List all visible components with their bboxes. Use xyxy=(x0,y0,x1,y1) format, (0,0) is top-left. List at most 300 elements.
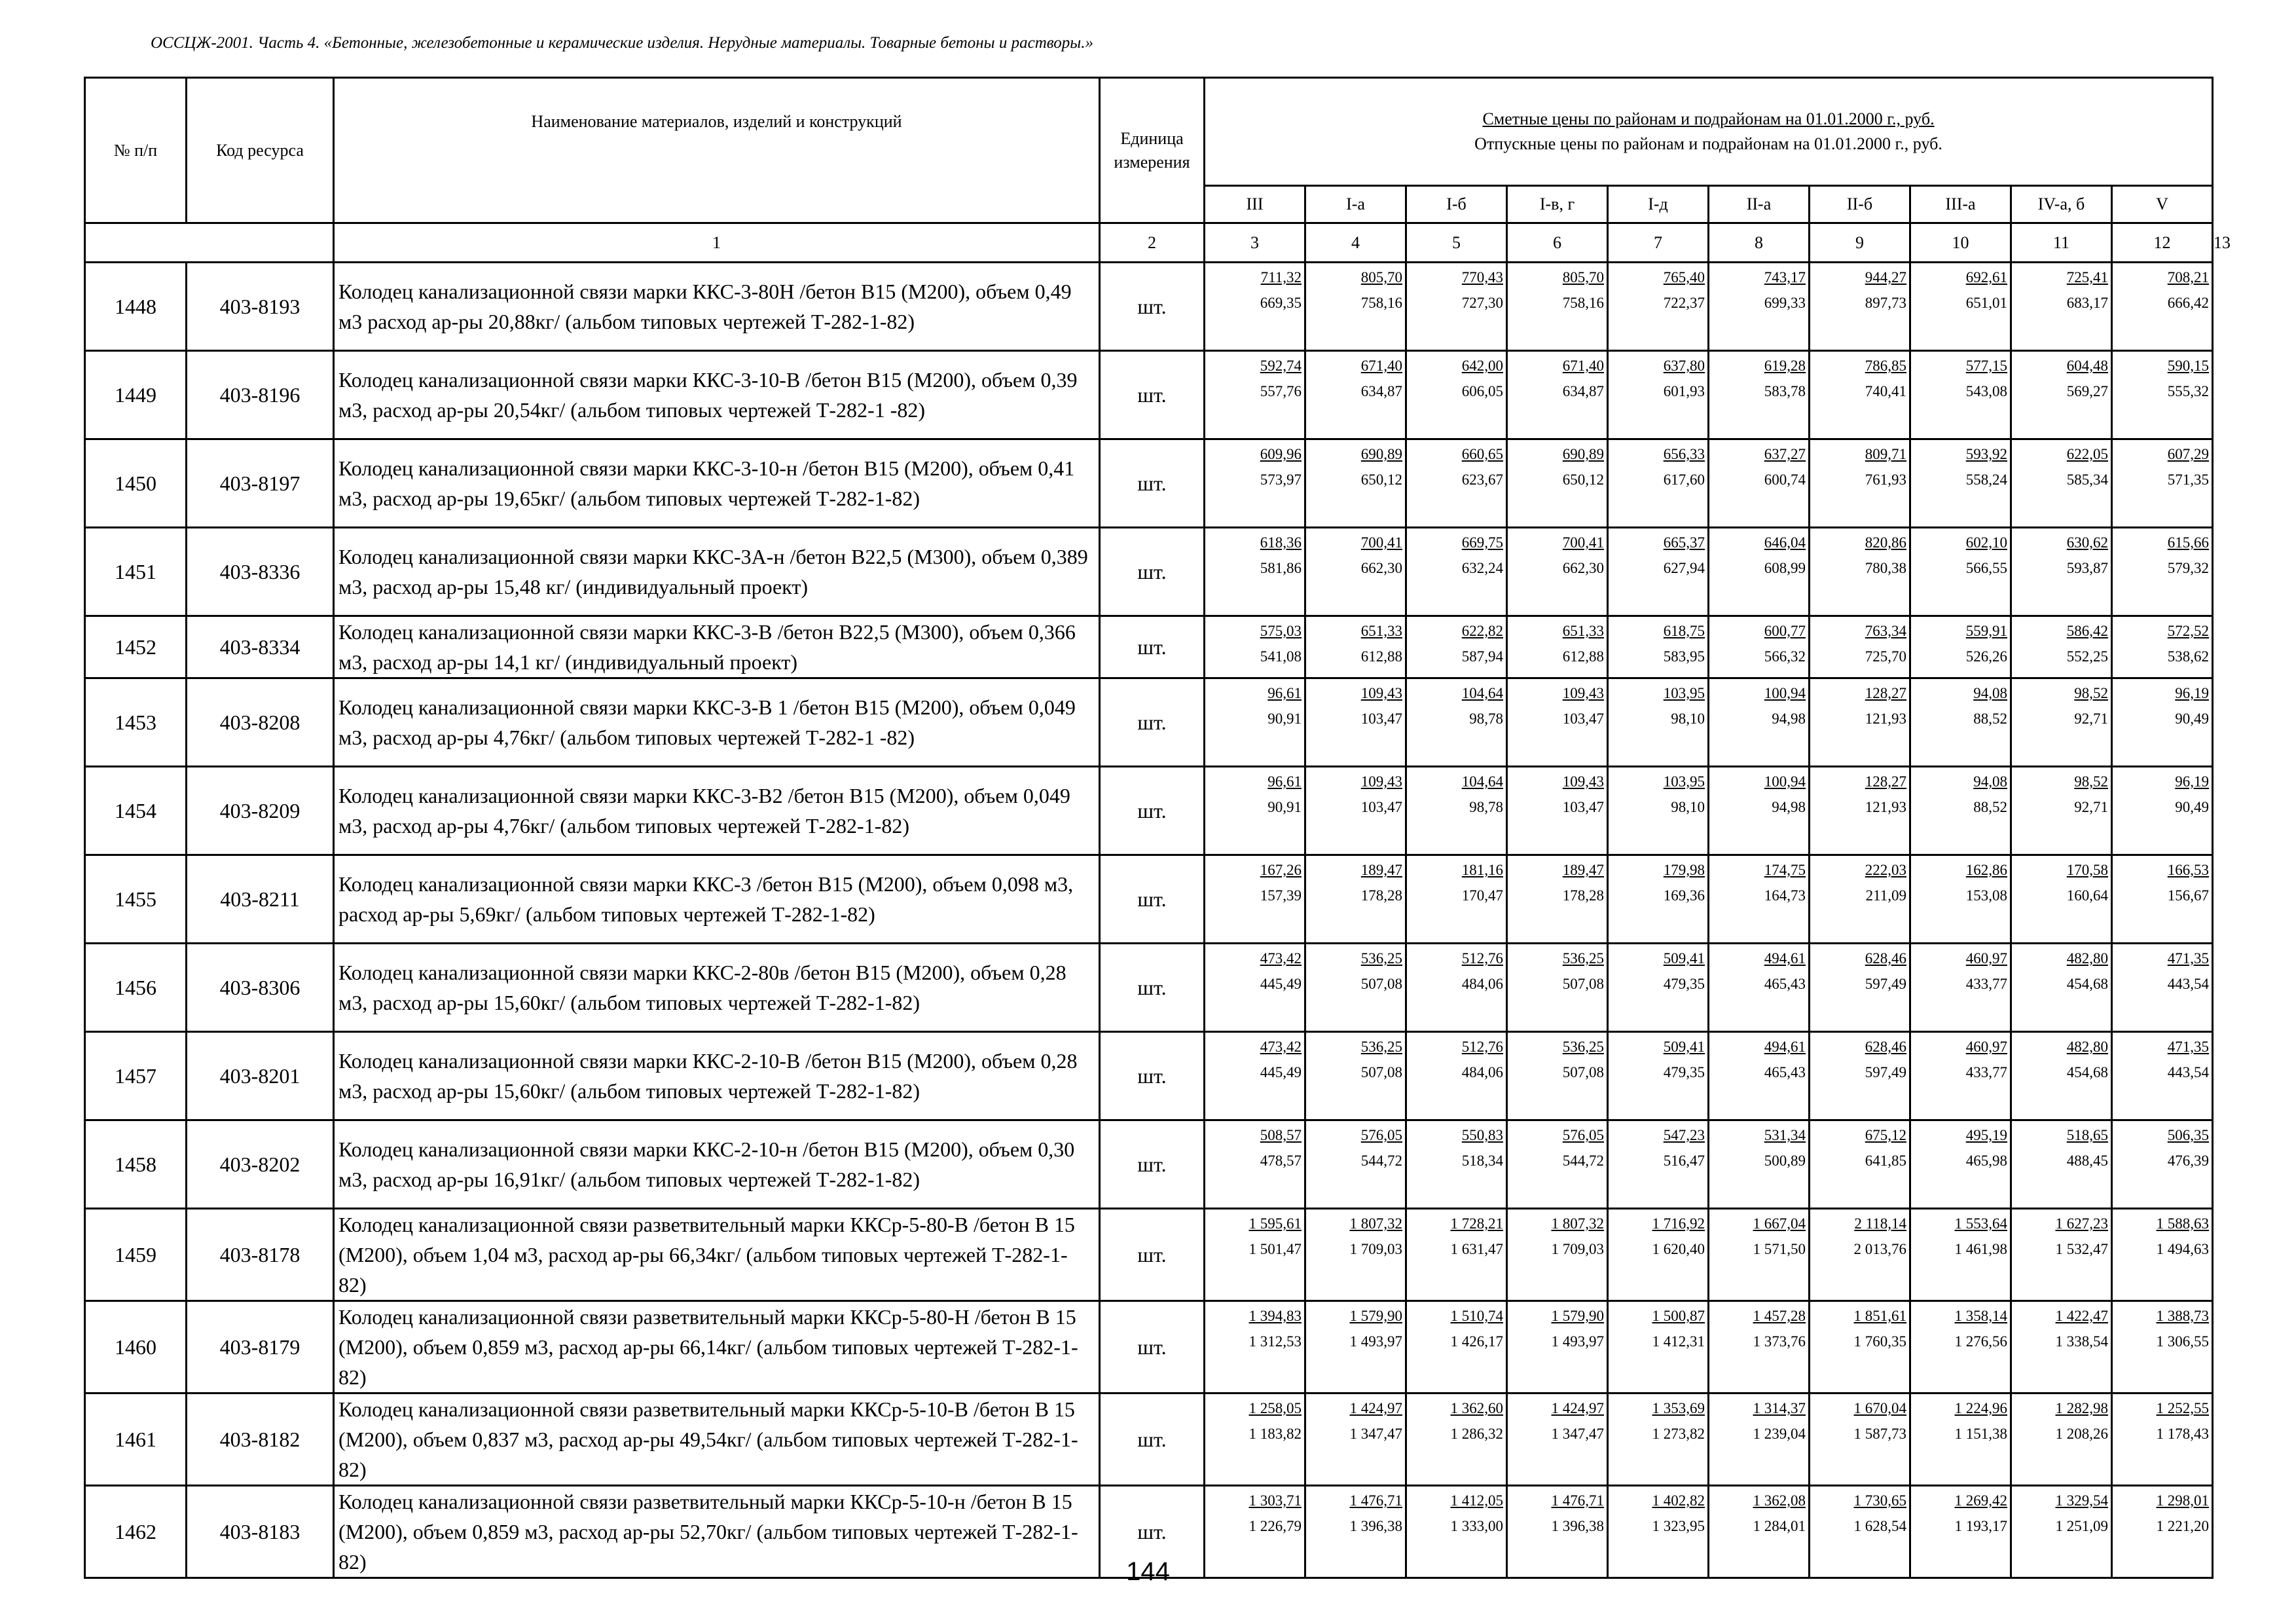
price-values xyxy=(2168,530,2209,581)
estimate-price: 1 579,90 xyxy=(1349,1308,1402,1324)
release-price: 1 501,47 xyxy=(1248,1241,1302,1257)
table-row xyxy=(85,616,2213,678)
price-values xyxy=(2157,1303,2210,1354)
table-row xyxy=(85,1209,2213,1301)
estimate-price: 809,71 xyxy=(1865,446,1906,462)
release-price: 90,91 xyxy=(1267,710,1302,727)
row-number: 1452 xyxy=(85,616,187,678)
estimate-price: 222,03 xyxy=(1865,862,1906,878)
price-cell xyxy=(1810,263,1910,351)
release-price: 722,37 xyxy=(1663,295,1705,311)
estimate-price: 700,41 xyxy=(1360,534,1402,551)
estimate-price: 512,76 xyxy=(1461,1039,1503,1055)
estimate-price: 602,10 xyxy=(1965,534,2007,551)
price-values xyxy=(1753,1395,1806,1447)
release-price: 88,52 xyxy=(1973,799,2007,815)
estimate-price: 805,70 xyxy=(1360,269,1402,286)
price-cell xyxy=(2011,616,2112,678)
release-price: 454,68 xyxy=(2066,976,2108,992)
price-values xyxy=(2168,946,2209,997)
release-price: 650,12 xyxy=(1562,471,1604,488)
release-price: 1 306,55 xyxy=(2156,1333,2210,1350)
price-values xyxy=(1865,265,1906,316)
price-cell xyxy=(1608,263,1709,351)
estimate-price: 494,61 xyxy=(1764,1039,1806,1055)
release-price: 571,35 xyxy=(2167,471,2210,488)
price-cell xyxy=(1608,1301,1709,1393)
price-values xyxy=(1552,1303,1605,1354)
release-price: 583,95 xyxy=(1663,648,1705,665)
estimate-price: 109,43 xyxy=(1562,773,1604,790)
release-price: 465,43 xyxy=(1764,1064,1806,1080)
price-cell xyxy=(1507,767,1608,855)
price-cell xyxy=(1305,678,1406,767)
price-cell xyxy=(1305,1209,1406,1301)
price-values xyxy=(2056,1395,2109,1447)
price-values xyxy=(2157,1211,2210,1262)
release-price: 1 333,00 xyxy=(1450,1518,1503,1534)
release-price: 1 461,98 xyxy=(1954,1241,2007,1257)
release-price: 500,89 xyxy=(1764,1153,1806,1169)
column-number-row: 1 2 3 4 5 6 7 8 9 10 11 12 13 xyxy=(85,223,2213,263)
price-values xyxy=(1563,857,1604,908)
price-cell xyxy=(1810,678,1910,767)
column-number: 3 xyxy=(1205,223,1305,263)
estimate-price: 1 595,61 xyxy=(1248,1215,1302,1232)
price-values xyxy=(2168,1122,2209,1173)
price-values xyxy=(1462,353,1503,404)
estimate-price: 167,26 xyxy=(1260,862,1302,878)
region-header: II-а xyxy=(1709,186,1810,223)
release-price: 1 312,53 xyxy=(1248,1333,1302,1350)
release-price: 1 493,97 xyxy=(1551,1333,1604,1350)
price-values xyxy=(1865,946,1906,997)
estimate-price: 708,21 xyxy=(2167,269,2210,286)
price-cell xyxy=(1305,1032,1406,1120)
estimate-price: 637,80 xyxy=(1663,358,1705,374)
row-number: 1461 xyxy=(85,1393,187,1486)
estimate-price: 512,76 xyxy=(1461,950,1503,967)
estimate-price: 460,97 xyxy=(1965,1039,2007,1055)
price-values xyxy=(1764,857,1806,908)
release-price: 178,28 xyxy=(1562,887,1604,904)
row-number: 1459 xyxy=(85,1209,187,1301)
release-price: 1 208,26 xyxy=(2055,1426,2108,1442)
price-values xyxy=(2074,769,2108,820)
price-values xyxy=(2056,1303,2109,1354)
price-cell xyxy=(1709,1032,1810,1120)
estimate-price: 690,89 xyxy=(1562,446,1604,462)
price-cell xyxy=(1810,1032,1910,1120)
price-values xyxy=(2168,353,2209,404)
price-values xyxy=(1451,1395,1504,1447)
resource-code: 403-8202 xyxy=(187,1120,334,1209)
price-cell xyxy=(2011,1120,2112,1209)
price-values xyxy=(1260,530,1302,581)
estimate-price: 1 807,32 xyxy=(1349,1215,1402,1232)
estimate-price: 559,91 xyxy=(1965,623,2007,639)
estimate-price: 1 388,73 xyxy=(2156,1308,2210,1324)
price-values xyxy=(1652,1211,1705,1262)
release-price: 725,70 xyxy=(1865,648,1906,665)
price-cell xyxy=(1305,1393,1406,1486)
release-price: 612,88 xyxy=(1360,648,1402,665)
release-price: 1 493,97 xyxy=(1349,1333,1402,1350)
price-values xyxy=(1350,1395,1403,1447)
price-cell xyxy=(1709,678,1810,767)
price-values xyxy=(1753,1488,1806,1539)
estimate-price: 189,47 xyxy=(1360,862,1402,878)
price-cell xyxy=(1709,1393,1810,1486)
price-cell xyxy=(1810,1393,1910,1486)
release-price: 555,32 xyxy=(2167,383,2210,399)
estimate-price: 576,05 xyxy=(1360,1127,1402,1143)
resource-code: 403-8334 xyxy=(187,616,334,678)
release-price: 479,35 xyxy=(1663,1064,1705,1080)
price-values xyxy=(2175,680,2209,731)
estimate-price: 1 394,83 xyxy=(1248,1308,1302,1324)
release-price: 579,32 xyxy=(2167,560,2210,576)
item-name: Колодец канализационной связи марки ККС-3-10-В /бетон В15 (М200), объем 0,39 м3, расход ар-ры 20,54кг/ (альбом типовых чертежей Т-282-1 -82) xyxy=(334,351,1100,439)
release-price: 758,16 xyxy=(1360,295,1402,311)
price-cell xyxy=(1406,855,1507,944)
release-price: 433,77 xyxy=(1965,976,2007,992)
price-cell xyxy=(1406,1032,1507,1120)
estimate-price: 98,52 xyxy=(2074,685,2108,701)
price-cell xyxy=(1810,528,1910,616)
release-price: 1 628,54 xyxy=(1853,1518,1906,1534)
price-cell xyxy=(1910,678,2011,767)
row-number: 1450 xyxy=(85,439,187,528)
estimate-price: 651,33 xyxy=(1562,623,1604,639)
release-price: 585,34 xyxy=(2066,471,2108,488)
estimate-price: 1 353,69 xyxy=(1652,1400,1705,1416)
price-values xyxy=(1563,1034,1604,1085)
price-cell xyxy=(1305,263,1406,351)
estimate-price: 1 807,32 xyxy=(1551,1215,1604,1232)
estimate-price: 508,57 xyxy=(1260,1127,1302,1143)
column-number: 6 xyxy=(1507,223,1608,263)
estimate-price: 604,48 xyxy=(2066,358,2108,374)
estimate-price: 460,97 xyxy=(1965,950,2007,967)
table-row xyxy=(85,944,2213,1032)
price-values xyxy=(1361,680,1402,731)
estimate-price: 1 362,08 xyxy=(1753,1492,1806,1509)
release-price: 1 396,38 xyxy=(1551,1518,1604,1534)
price-values xyxy=(1955,1303,2008,1354)
price-values xyxy=(2175,769,2209,820)
price-cell xyxy=(2011,263,2112,351)
column-number: 10 xyxy=(1910,223,2011,263)
estimate-price: 162,86 xyxy=(1965,862,2007,878)
column-number: 11 xyxy=(2011,223,2112,263)
estimate-price: 1 424,97 xyxy=(1551,1400,1604,1416)
estimate-price: 593,92 xyxy=(1965,446,2007,462)
region-header: IV-а, б xyxy=(2011,186,2112,223)
price-cell xyxy=(1910,528,2011,616)
release-price: 761,93 xyxy=(1865,471,1906,488)
price-cell xyxy=(1507,1032,1608,1120)
release-price: 211,09 xyxy=(1865,887,1906,904)
release-price: 1 286,32 xyxy=(1450,1426,1503,1442)
price-cell xyxy=(1305,1301,1406,1393)
price-cell xyxy=(1406,1120,1507,1209)
resource-code: 403-8336 xyxy=(187,528,334,616)
price-values xyxy=(1462,680,1503,731)
estimate-price: 473,42 xyxy=(1260,950,1302,967)
price-cell xyxy=(1406,528,1507,616)
price-title-release: Отпускные цены по районам и подрайонам на 01.01.2000 г., руб. xyxy=(1474,134,1942,153)
estimate-price: 98,52 xyxy=(2074,773,2108,790)
estimate-price: 637,27 xyxy=(1764,446,1806,462)
price-cell xyxy=(1709,1301,1810,1393)
price-values xyxy=(1462,265,1503,316)
table-row xyxy=(85,351,2213,439)
price-cell xyxy=(1205,1301,1305,1393)
estimate-price: 1 728,21 xyxy=(1450,1215,1503,1232)
release-price: 98,78 xyxy=(1469,799,1503,815)
release-price: 478,57 xyxy=(1260,1153,1302,1169)
item-name: Колодец канализационной связи разветвительный марки ККСр-5-10-н /бетон В 15 (М200), объем 0,859 м3, расход ар-ры 52,70кг/ (альбом типовых чертежей Т-282-1-82) xyxy=(334,1486,1100,1578)
price-cell xyxy=(1810,855,1910,944)
release-price: 156,67 xyxy=(2167,887,2210,904)
item-name: Колодец канализационной связи марки ККС-3А-н /бетон В22,5 (М300), объем 0,389 м3, расход ар-ры 15,48 кг/ (индивидуальный проект) xyxy=(334,528,1100,616)
column-number: 12 xyxy=(2112,223,2213,263)
estimate-price: 711,32 xyxy=(1260,269,1302,286)
price-values xyxy=(1865,857,1906,908)
price-cell xyxy=(1608,616,1709,678)
price-values xyxy=(2157,1488,2210,1539)
release-price: 153,08 xyxy=(1965,887,2007,904)
estimate-price: 128,27 xyxy=(1865,685,1906,701)
price-cell xyxy=(1507,616,1608,678)
price-cell xyxy=(1406,263,1507,351)
column-number-blank xyxy=(85,223,334,263)
release-price: 651,01 xyxy=(1965,295,2007,311)
estimate-price: 1 252,55 xyxy=(2156,1400,2210,1416)
price-cell xyxy=(1406,1301,1507,1393)
price-values xyxy=(2168,618,2209,669)
release-price: 445,49 xyxy=(1260,1064,1302,1080)
price-cell xyxy=(2011,678,2112,767)
price-values xyxy=(1966,441,2007,492)
price-values xyxy=(1865,769,1906,820)
table-body xyxy=(85,263,2213,1578)
price-cell xyxy=(1910,855,2011,944)
price-values xyxy=(1563,1122,1604,1173)
price-cell xyxy=(1608,855,1709,944)
estimate-price: 665,37 xyxy=(1663,534,1705,551)
price-cell xyxy=(1709,263,1810,351)
row-number: 1455 xyxy=(85,855,187,944)
release-price: 98,78 xyxy=(1469,710,1503,727)
price-values xyxy=(1973,769,2007,820)
unit: шт. xyxy=(1100,1393,1205,1486)
column-number: 5 xyxy=(1406,223,1507,263)
price-values xyxy=(1350,1488,1403,1539)
table-row xyxy=(85,1393,2213,1486)
release-price: 507,08 xyxy=(1562,976,1604,992)
price-cell xyxy=(1507,855,1608,944)
estimate-price: 618,75 xyxy=(1663,623,1705,639)
price-values xyxy=(1764,441,1806,492)
estimate-price: 104,64 xyxy=(1461,773,1503,790)
table-row xyxy=(85,439,2213,528)
price-values xyxy=(1462,946,1503,997)
release-price: 606,05 xyxy=(1461,383,1503,399)
estimate-price: 651,33 xyxy=(1360,623,1402,639)
release-price: 1 620,40 xyxy=(1652,1241,1705,1257)
release-price: 1 183,82 xyxy=(1248,1426,1302,1442)
release-price: 518,34 xyxy=(1461,1153,1503,1169)
release-price: 465,43 xyxy=(1764,976,1806,992)
price-values xyxy=(2056,1488,2109,1539)
row-number: 1449 xyxy=(85,351,187,439)
release-price: 897,73 xyxy=(1865,295,1906,311)
estimate-price: 1 851,61 xyxy=(1853,1308,1906,1324)
estimate-price: 576,05 xyxy=(1562,1127,1604,1143)
estimate-price: 1 424,97 xyxy=(1349,1400,1402,1416)
price-cell xyxy=(1709,944,1810,1032)
estimate-price: 482,80 xyxy=(2066,950,2108,967)
price-cell xyxy=(1608,1032,1709,1120)
estimate-price: 471,35 xyxy=(2167,950,2210,967)
estimate-price: 628,46 xyxy=(1865,950,1906,967)
price-values xyxy=(1552,1211,1605,1262)
release-price: 443,54 xyxy=(2167,976,2210,992)
price-cell xyxy=(2112,263,2213,351)
estimate-price: 1 457,28 xyxy=(1753,1308,1806,1324)
estimate-price: 572,52 xyxy=(2167,623,2210,639)
price-values xyxy=(1260,1122,1302,1173)
estimate-price: 725,41 xyxy=(2066,269,2108,286)
column-number: 9 xyxy=(1810,223,1910,263)
price-values xyxy=(1966,530,2007,581)
estimate-price: 786,85 xyxy=(1865,358,1906,374)
region-header: I-д xyxy=(1608,186,1709,223)
release-price: 90,49 xyxy=(2175,710,2210,727)
price-values xyxy=(1664,857,1705,908)
price-cell xyxy=(1608,528,1709,616)
estimate-price: 1 258,05 xyxy=(1248,1400,1302,1416)
estimate-price: 592,74 xyxy=(1260,358,1302,374)
price-values xyxy=(1652,1303,1705,1354)
estimate-price: 96,61 xyxy=(1267,685,1302,701)
release-price: 623,67 xyxy=(1461,471,1503,488)
estimate-price: 1 588,63 xyxy=(2156,1215,2210,1232)
unit: шт. xyxy=(1100,528,1205,616)
estimate-price: 622,82 xyxy=(1461,623,1503,639)
release-price: 727,30 xyxy=(1461,295,1503,311)
estimate-price: 1 358,14 xyxy=(1954,1308,2007,1324)
release-price: 445,49 xyxy=(1260,976,1302,992)
estimate-price: 1 412,05 xyxy=(1450,1492,1503,1509)
price-cell xyxy=(1305,528,1406,616)
resource-code: 403-8211 xyxy=(187,855,334,944)
release-price: 662,30 xyxy=(1360,560,1402,576)
estimate-price: 615,66 xyxy=(2167,534,2210,551)
release-price: 593,87 xyxy=(2066,560,2108,576)
price-values xyxy=(1652,1395,1705,1447)
release-price: 666,42 xyxy=(2167,295,2210,311)
release-price: 1 571,50 xyxy=(1753,1241,1806,1257)
column-number: 2 xyxy=(1100,223,1205,263)
estimate-price: 820,86 xyxy=(1865,534,1906,551)
price-values xyxy=(1451,1303,1504,1354)
price-values xyxy=(1462,769,1503,820)
price-cell xyxy=(1205,767,1305,855)
release-price: 88,52 xyxy=(1973,710,2007,727)
row-number: 1457 xyxy=(85,1032,187,1120)
table-row xyxy=(85,528,2213,616)
price-cell xyxy=(1507,678,1608,767)
price-values xyxy=(1764,618,1806,669)
price-cell xyxy=(1205,1120,1305,1209)
col-header-prices xyxy=(1205,78,2213,186)
price-values xyxy=(1260,618,1302,669)
unit: шт. xyxy=(1100,263,1205,351)
release-price: 573,97 xyxy=(1260,471,1302,488)
price-cell xyxy=(1810,767,1910,855)
price-cell xyxy=(1406,944,1507,1032)
estimate-price: 482,80 xyxy=(2066,1039,2108,1055)
price-values xyxy=(1260,857,1302,908)
price-cell xyxy=(1810,1120,1910,1209)
release-price: 612,88 xyxy=(1562,648,1604,665)
release-price: 558,24 xyxy=(1965,471,2007,488)
estimate-price: 660,65 xyxy=(1461,446,1503,462)
price-cell xyxy=(1305,351,1406,439)
region-header: III-а xyxy=(1910,186,2011,223)
estimate-price: 619,28 xyxy=(1764,358,1806,374)
price-cell xyxy=(1810,616,1910,678)
estimate-price: 166,53 xyxy=(2167,862,2210,878)
resource-code: 403-8197 xyxy=(187,439,334,528)
estimate-price: 174,75 xyxy=(1764,862,1806,878)
estimate-price: 96,61 xyxy=(1267,773,1302,790)
col-header-num: № п/п xyxy=(85,78,187,223)
price-values xyxy=(1361,857,1402,908)
release-price: 543,08 xyxy=(1965,383,2007,399)
estimate-price: 495,19 xyxy=(1965,1127,2007,1143)
price-cell xyxy=(1709,1209,1810,1301)
price-cell xyxy=(1910,1032,2011,1120)
estimate-price: 805,70 xyxy=(1562,269,1604,286)
price-values xyxy=(1966,618,2007,669)
release-price: 1 587,73 xyxy=(1853,1426,1906,1442)
price-values xyxy=(1764,680,1806,731)
price-values xyxy=(2067,1034,2108,1085)
release-price: 544,72 xyxy=(1360,1153,1402,1169)
release-price: 662,30 xyxy=(1562,560,1604,576)
release-price: 583,78 xyxy=(1764,383,1806,399)
price-cell xyxy=(1205,528,1305,616)
price-cell xyxy=(1406,1209,1507,1301)
price-cell xyxy=(2011,351,2112,439)
release-price: 1 494,63 xyxy=(2156,1241,2210,1257)
table-row xyxy=(85,855,2213,944)
price-cell xyxy=(1507,944,1608,1032)
release-price: 484,06 xyxy=(1461,1064,1503,1080)
release-price: 164,73 xyxy=(1764,887,1806,904)
price-cell xyxy=(1910,1120,2011,1209)
price-values xyxy=(1361,265,1402,316)
price-cell xyxy=(1205,1032,1305,1120)
price-cell xyxy=(1507,1301,1608,1393)
unit: шт. xyxy=(1100,1120,1205,1209)
price-values xyxy=(1361,618,1402,669)
item-name: Колодец канализационной связи марки ККС-2-10-н /бетон В15 (М200), объем 0,30 м3, расход ар-ры 16,91кг/ (альбом типовых чертежей Т-282-1-82) xyxy=(334,1120,1100,1209)
